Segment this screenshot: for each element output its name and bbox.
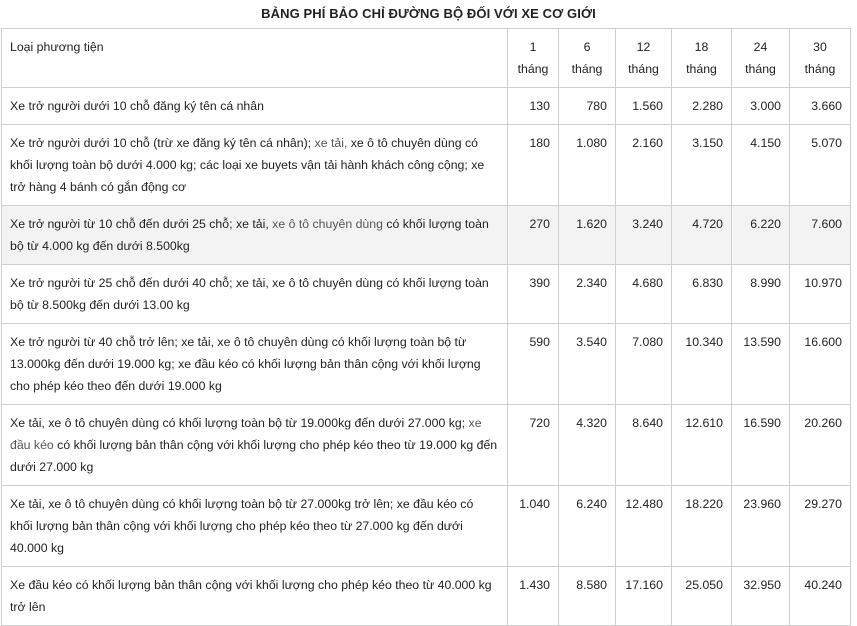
fee-cell: 8.990 xyxy=(732,265,790,324)
fee-cell: 6.220 xyxy=(732,206,790,265)
header-month-24: 24 tháng xyxy=(732,29,790,88)
fee-cell: 6.830 xyxy=(672,265,732,324)
fee-cell: 720 xyxy=(508,405,559,486)
header-month-6: 6 tháng xyxy=(559,29,616,88)
fee-cell: 2.280 xyxy=(672,88,732,125)
fee-cell: 4.150 xyxy=(732,125,790,206)
table-row xyxy=(2,265,851,324)
fee-cell: 18.220 xyxy=(672,486,732,567)
header-month-1: 1 tháng xyxy=(508,29,559,88)
header-vehicle-type: Loại phương tiện xyxy=(2,29,508,88)
fee-cell: 3.000 xyxy=(732,88,790,125)
fee-cell: 7.600 xyxy=(790,206,851,265)
table-row xyxy=(2,125,851,206)
fee-cell: 4.320 xyxy=(559,405,616,486)
vehicle-type-cell: Xe tải, xe ô tô chuyên dùng có khối lượng toàn bộ từ 27.000kg trở lên; xe đầu kéo có khối lượng bản thân cộng với khối lượng cho phép kéo theo từ 27.000 kg đến dưới 40.000 kg xyxy=(2,486,508,567)
table-row xyxy=(2,567,851,626)
header-month-30: 30 tháng xyxy=(790,29,851,88)
vehicle-type-cell: Xe trở người dưới 10 chỗ (trừ xe đăng ký tên cá nhân); xe tải, xe ô tô chuyên dùng có khối lượng toàn bộ dưới 4.000 kg; các loại xe buyets vận tải hành khách công cộng; xe trở hàng 4 bánh có gắn động cơ xyxy=(2,125,508,206)
fee-cell: 6.240 xyxy=(559,486,616,567)
fee-cell: 32.950 xyxy=(732,567,790,626)
fee-cell: 180 xyxy=(508,125,559,206)
fee-cell: 780 xyxy=(559,88,616,125)
fee-cell: 20.260 xyxy=(790,405,851,486)
fee-cell: 12.610 xyxy=(672,405,732,486)
fee-cell: 590 xyxy=(508,324,559,405)
fee-cell: 2.340 xyxy=(559,265,616,324)
fee-cell: 1.040 xyxy=(508,486,559,567)
fee-cell: 25.050 xyxy=(672,567,732,626)
header-month-12: 12 tháng xyxy=(616,29,672,88)
fee-cell: 3.240 xyxy=(616,206,672,265)
fee-cell: 7.080 xyxy=(616,324,672,405)
fee-cell: 29.270 xyxy=(790,486,851,567)
fee-cell: 2.160 xyxy=(616,125,672,206)
vehicle-type-cell: Xe trở người từ 10 chỗ đến dưới 25 chỗ; xe tải, xe ô tô chuyên dùng có khối lượng toàn bộ từ 4.000 kg đến dưới 8.500kg xyxy=(2,206,508,265)
table-row xyxy=(2,486,851,567)
fee-cell: 1.430 xyxy=(508,567,559,626)
fee-cell: 8.640 xyxy=(616,405,672,486)
fee-cell: 3.540 xyxy=(559,324,616,405)
fee-cell: 40.240 xyxy=(790,567,851,626)
table-row xyxy=(2,88,851,125)
vehicle-type-cell: Xe đầu kéo có khối lượng bản thân cộng với khối lượng cho phép kéo theo từ 40.000 kg trở lên xyxy=(2,567,508,626)
fee-cell: 4.720 xyxy=(672,206,732,265)
fee-cell: 17.160 xyxy=(616,567,672,626)
fee-cell: 10.970 xyxy=(790,265,851,324)
fee-cell: 390 xyxy=(508,265,559,324)
fee-cell: 13.590 xyxy=(732,324,790,405)
fee-cell: 23.960 xyxy=(732,486,790,567)
fee-cell: 270 xyxy=(508,206,559,265)
fee-cell: 4.680 xyxy=(616,265,672,324)
fee-cell: 1.560 xyxy=(616,88,672,125)
fee-cell: 16.590 xyxy=(732,405,790,486)
fee-cell: 3.660 xyxy=(790,88,851,125)
fee-cell: 130 xyxy=(508,88,559,125)
fee-cell: 16.600 xyxy=(790,324,851,405)
fee-cell: 1.080 xyxy=(559,125,616,206)
vehicle-type-cell: Xe trở người từ 25 chỗ đến dưới 40 chỗ; xe tải, xe ô tô chuyên dùng có khối lượng toàn bộ từ 8.500kg đến dưới 13.00 kg xyxy=(2,265,508,324)
vehicle-type-cell: Xe trở người dưới 10 chỗ đăng ký tên cá nhân xyxy=(2,88,508,125)
header-row xyxy=(2,29,851,88)
fee-cell: 8.580 xyxy=(559,567,616,626)
table-title: BẢNG PHÍ BẢO CHỈ ĐƯỜNG BỘ ĐỐI VỚI XE CƠ GIỚI xyxy=(261,6,596,21)
table-row xyxy=(2,324,851,405)
fee-cell: 12.480 xyxy=(616,486,672,567)
fee-table xyxy=(1,28,851,626)
vehicle-type-cell: Xe tải, xe ô tô chuyên dùng có khối lượng toàn bộ từ 19.000kg đến dưới 27.000 kg; xe đầu kéo có khối lượng bản thân cộng với khối lượng cho phép kéo theo từ 19.000 kg đến dưới 27.000 kg xyxy=(2,405,508,486)
table-row xyxy=(2,206,851,265)
fee-cell: 10.340 xyxy=(672,324,732,405)
fee-cell: 5.070 xyxy=(790,125,851,206)
fee-cell: 1.620 xyxy=(559,206,616,265)
table-row xyxy=(2,405,851,486)
header-month-18: 18 tháng xyxy=(672,29,732,88)
fee-cell: 3.150 xyxy=(672,125,732,206)
vehicle-type-cell: Xe trở người từ 40 chỗ trở lên; xe tải, xe ô tô chuyên dùng có khối lượng toàn bộ từ 13.000kg đến dưới 19.000 kg; xe đầu kéo có khối lượng bản thân cộng với khối lượng cho phép kéo theo đến dưới 19.000 kg xyxy=(2,324,508,405)
